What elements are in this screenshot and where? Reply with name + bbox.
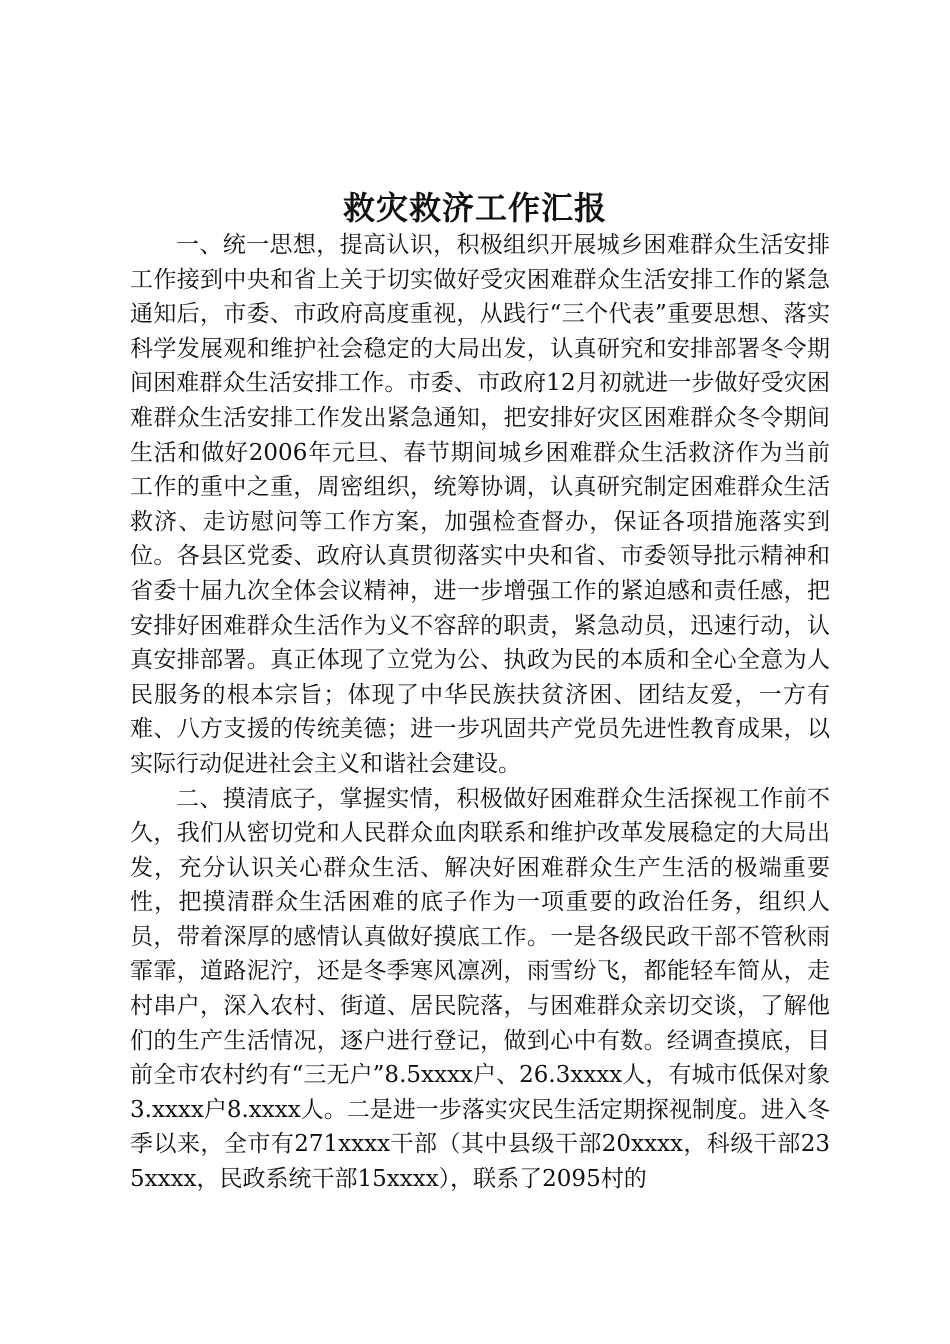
paragraph-2: 二、摸清底子，掌握实情，积极做好困难群众生活探视工作前不久，我们从密切党和人民群众血肉联系和维护改革发展稳定的大局出发，充分认识关心群众生活、解决好困难群众生产生活的极端重要性，把摸清群众生活困难的底子作为一项重要的政治任务，组织人员，带着深厚的感情认真做好摸底工作。一是各级民政干部不管秋雨霏霏，道路泥泞，还是冬季寒风凛冽，雨雪纷飞，都能轻车简从，走村串户，深入农村、街道、居民院落，与困难群众亲切交谈，了解他们的生产生活情况，逐户进行登记，做到心中有数。经调查摸底，目前全市农村约有“三无户”8.5xxxx户、26.3xxxx人，有城市低保对象3.xxxx户8.xxxx人。二是进一步落实灾民生活定期探视制度。进入冬季以来，全市有271xxxx干部（其中县级干部20xxxx，科级干部235xxxx，民政系统干部15xxxx），联系了2095村的 xyxy=(130,785,830,1193)
document-title: 救灾救济工作汇报 xyxy=(342,189,607,227)
document-body xyxy=(130,228,830,1197)
paragraph-1: 一、统一思想，提高认识，积极组织开展城乡困难群众生活安排工作接到中央和省上关于切实做好受灾困难群众生活安排工作的紧急通知后，市委、市政府高度重视，从践行“三个代表”重要思想、落实科学发展观和维护社会稳定的大局出发，认真研究和安排部署冬令期间困难群众生活安排工作。市委、市政府12月初就进一步做好受灾困难群众生活安排工作发出紧急通知，把安排好灾区困难群众冬令期间生活和做好2006年元旦、春节期间城乡困难群众生活救济作为当前工作的重中之重，周密组织，统筹协调，认真研究制定困难群众生活救济、走访慰问等工作方案，加强检查督办，保证各项措施落实到位。各县区党委、政府认真贯彻落实中央和省、市委领导批示精神和省委十届九次全体会议精神，进一步增强工作的紧迫感和责任感，把安排好困难群众生活作为义不容辞的职责，紧急动员，迅速行动，认真安排部署。真正体现了立党为公、执政为民的本质和全心全意为人民服务的根本宗旨；体现了中华民族扶贫济困、团结友爱，一方有难、八方支援的传统美德；进一步巩固共产党员先进性教育成果，以实际行动促进社会主义和谐社会建设。 xyxy=(130,232,830,777)
